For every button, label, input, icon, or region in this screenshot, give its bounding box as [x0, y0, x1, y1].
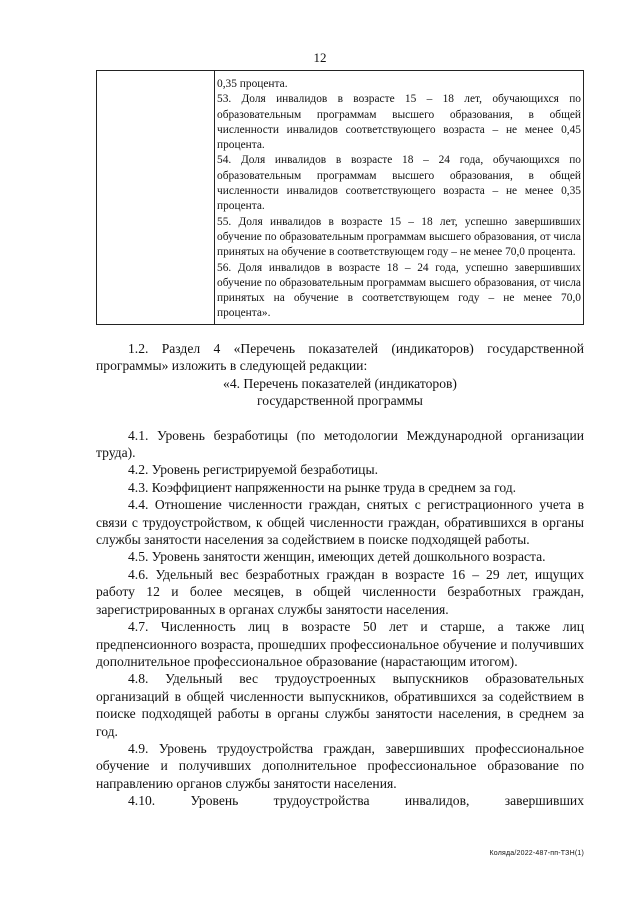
document-code: Коляда/2022-487-пп-ТЗН(1) — [489, 850, 584, 857]
list-item: 4.2. Уровень регистрируемой безработицы. — [128, 462, 378, 478]
table-row: 0,35 процента. — [217, 78, 288, 90]
table-row: 55. Доля инвалидов в возрасте 15 – 18 лет, успешно завершивших обучение по образовательным программам высшего образования, от числа принятых на обучение в соответствующем году – не менее 70,0 процента. — [217, 215, 581, 259]
table-text-cell — [217, 77, 581, 322]
list-item: 4.1. Уровень безработицы (по методологии Международной организации труда). — [96, 427, 584, 461]
list-item: 4.7. Численность лиц в возрасте 50 лет и старше, а также лиц предпенсионного возраста, прошедших профессиональное обучение и получивших дополнительное профессиональное образование (нарастающим итогом). — [96, 619, 584, 669]
list-item: 4.10. Уровень трудоустройства инвалидов, завершивших — [128, 793, 584, 809]
list-item: 4.3. Коэффициент напряженности на рынке труда в среднем за год. — [128, 479, 517, 495]
document-body — [96, 340, 584, 810]
list-item: 4.4. Отношение численности граждан, снятых с регистрационного учета в связи с трудоустройством, к общей численности граждан, обратившихся в органы службы занятости населения за содействием в поиске подходящей работы. — [96, 497, 584, 548]
section-title-line-2: государственной программы — [257, 393, 423, 409]
list-item: 4.9. Уровень трудоустройства граждан, завершивших профессиональное обучение и получивших дополнительное профессиональное образование по направлению органов службы занятости населения. — [96, 740, 584, 791]
table-row: 54. Доля инвалидов в возрасте 18 – 24 года, обучающихся по образовательным программам высшего образования, в общей численности инвалидов соответствующего возраста – не менее 0,35 процента. — [217, 154, 581, 213]
list-item: 4.6. Удельный вес безработных граждан в возрасте 16 – 29 лет, ищущих работу 12 и более месяцев, в общей численности безработных граждан, зарегистрированных в органах службы занятости населения. — [96, 566, 584, 617]
table-empty-column — [97, 71, 215, 324]
page-number: 12 — [313, 50, 327, 65]
table-row: 53. Доля инвалидов в возрасте 15 – 18 лет, обучающихся по образовательным программам высшего образования, в общей численности инвалидов соответствующего возраста – не менее 0,45 процента. — [217, 93, 581, 152]
indicators-table — [96, 70, 584, 325]
section-title-line-1: «4. Перечень показателей (индикаторов) — [223, 375, 457, 391]
list-item-continued — [96, 792, 584, 809]
list-item: 4.8. Удельный вес трудоустроенных выпускников образовательных организаций в общей численности выпускников, обратившихся за содействием в поиске подходящей работы в органы службы занятости населения, в среднем за год. — [96, 671, 584, 739]
list-item: 4.5. Уровень занятости женщин, имеющих детей дошкольного возраста. — [128, 549, 546, 565]
spacer — [96, 410, 584, 427]
section-intro: 1.2. Раздел 4 «Перечень показателей (индикаторов) государственной программы» изложить в следующей редакции: — [96, 341, 584, 374]
table-row: 56. Доля инвалидов в возрасте 18 – 24 года, успешно завершивших обучение по образовательным программам высшего образования, от числа принятых на обучение в соответствующем году – не менее 70,0 процента». — [217, 261, 581, 320]
